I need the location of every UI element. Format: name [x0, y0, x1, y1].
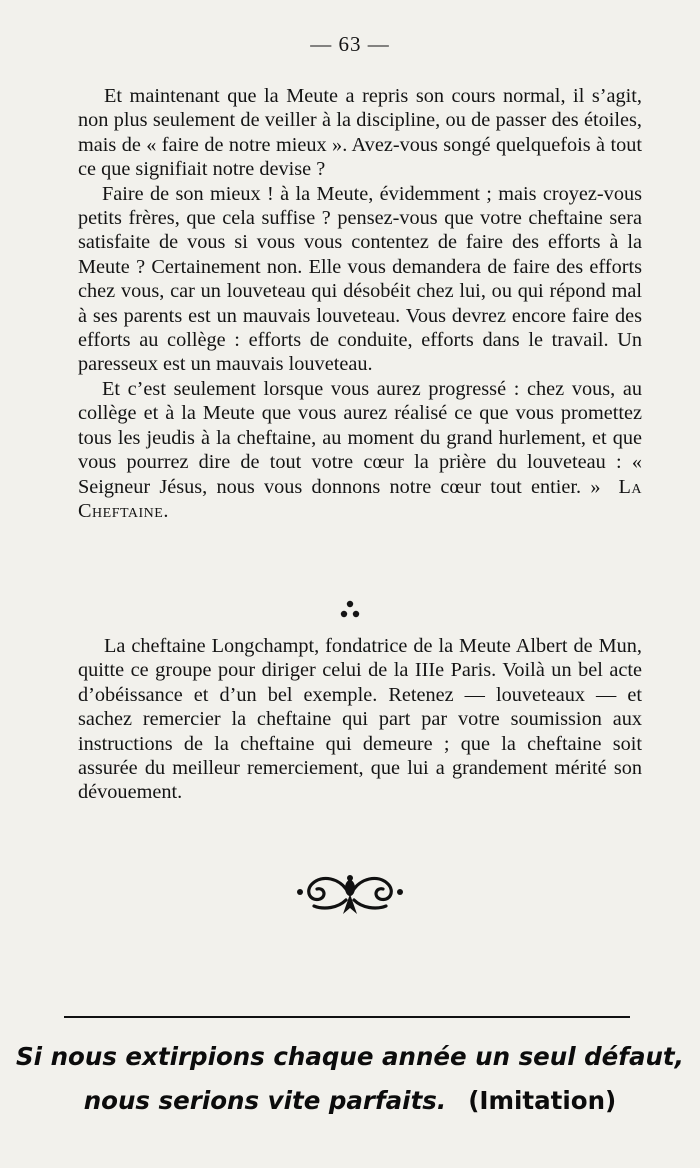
article-text: [78, 84, 642, 523]
quote-line-1: Si nous extirpions chaque année un seul défaut,: [16, 1042, 684, 1071]
article-signature: La Cheftaine.: [78, 475, 642, 522]
article-paragraph: Et maintenant que la Meute a repris son cours normal, il s’agit, non plus seulement de veiller à la discipline, ou de passer des étoiles, mais de « faire de notre mieux ». Avez-vous songé quelquefois à tout ce que signifiait notre devise ?: [78, 85, 642, 181]
section-separator-dots: [335, 598, 365, 622]
notice-paragraph: La cheftaine Longchampt, fondatrice de la Meute Albert de Mun, quitte ce groupe pour diriger celui de la IIIe Paris. Voilà un bel acte d’obéissance et d’un bel exemple. Retenez — louveteaux — et sachez remercier la cheftaine qui part par votre soumission aux instructions de la cheftaine qui demeure ; que la cheftaine soit assurée du meilleur remerciement, que lui a grandement mérité son dévouement.: [78, 635, 642, 804]
quote-line-2-text: nous serions vite parfaits.: [83, 1086, 447, 1115]
article-paragraph: [78, 377, 642, 523]
page-number: — 63 —: [310, 32, 390, 56]
quote-line-2: [0, 1086, 700, 1115]
quote-attribution: (Imitation): [468, 1086, 617, 1115]
notice-text: [78, 634, 642, 805]
article-paragraph-text: Et c’est seulement lorsque vous aurez progressé : chez vous, au collège et à la Meute que vous aurez réalisé ce que vous promettez tous les jeudis à la cheftaine, au moment du grand hurlement, et que vous pourrez dire de tout votre cœur la prière du louveteau : « Seigneur Jésus, nous vous donnons notre cœur tout entier. »: [78, 377, 642, 498]
article-paragraph: Faire de son mieux ! à la Meute, évidemment ; mais croyez-vous petits frères, que cela suffise ? pensez-vous que votre cheftaine sera satisfaite de vous si vous vous contentez de faire des efforts à la Meute ? Certainement non. Elle vous demandera de faire des efforts chez vous, car un louveteau qui désobéit chez lui, ou qui répond mal à ses parents est un mauvais louveteau. Vous devrez encore faire des efforts au collège : efforts de conduite, efforts dans le travail. Un paresseux est un mauvais louveteau.: [78, 182, 642, 376]
horizontal-rule: [64, 1016, 630, 1018]
decorative-fleuron-ornament: [296, 870, 404, 920]
